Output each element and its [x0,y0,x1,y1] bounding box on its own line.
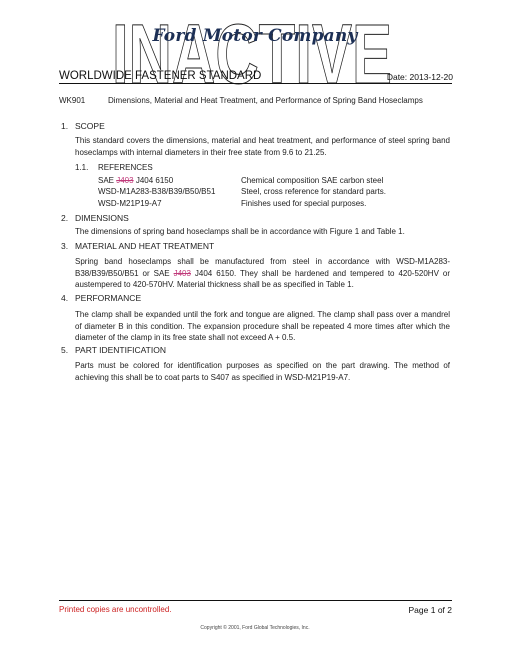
scope-paragraph: This standard covers the dimensions, material and heat treatment, and performance of steel spring band hoseclamps with internal diameters in their free state from 9.6 to 21.25. [75,136,450,157]
material-paragraph [75,256,450,291]
material-text-part: J404 6150. They shall be hardened and tempered to 420-520HV or austempered to 420-570HV. Material thickness shall be as specified in Table 1. [75,268,450,290]
standard-date: Date: 2013-12-20 [386,72,453,82]
brand-logo: Ford Motor Company [152,26,358,46]
footer-divider [59,600,452,601]
header-divider [59,83,452,84]
section-number-material: 3. [61,241,69,251]
material-text-part: Spring band hoseclamps shall be manufactured from steel in accordance with WSD-M1A283-B38/B39/B50/B51 or SAE [75,257,450,278]
section-heading-identification: PART IDENTIFICATION [75,345,166,355]
section-number-scope: 1. [61,121,69,131]
dimensions-paragraph: The dimensions of spring band hoseclamps shall be in accordance with Figure 1 and Table 1. [75,227,405,236]
inactive-stamp-text: INACTIVE [112,16,392,88]
copyright-notice: Copyright © 2001, Ford Global Technologies, Inc. [200,625,310,631]
section-heading-dimensions: DIMENSIONS [75,213,129,223]
subsection-number-references: 1.1. [75,163,89,172]
struck-reference: J403 [173,268,191,278]
section-heading-material: MATERIAL AND HEAT TREATMENT [75,241,215,251]
reference-description: Steel, cross reference for standard parts. [241,187,386,196]
reference-code-suffix: J404 6150 [133,176,174,185]
section-number-dimensions: 2. [61,213,69,223]
reference-code [98,176,173,185]
document-title: Dimensions, Material and Heat Treatment, and Performance of Spring Band Hoseclamps [108,96,423,105]
reference-description: Finishes used for special purposes. [241,199,367,208]
section-heading-scope: SCOPE [75,121,105,131]
reference-description: Chemical composition SAE carbon steel [241,176,384,185]
reference-code: WSD-M21P19-A7 [98,199,162,208]
struck-reference: J403 [116,176,134,185]
uncontrolled-copy-note: Printed copies are uncontrolled. [59,605,172,614]
section-number-performance: 4. [61,293,69,303]
section-heading-performance: PERFORMANCE [75,293,142,303]
document-id: WK901 [59,96,86,105]
subsection-heading-references: REFERENCES [98,163,153,172]
identification-paragraph: Parts must be colored for identification purposes as specified on the part drawing. The method of achieving this shall be to coat parts to S407 as specified in WSD-M21P19-A7. [75,361,450,382]
section-number-identification: 5. [61,345,69,355]
standard-title: WORLDWIDE FASTENER STANDARD [59,70,262,82]
page-number: Page 1 of 2 [408,605,452,615]
performance-paragraph: The clamp shall be expanded until the fork and tongue are aligned. The clamp shall pass over a mandrel of diameter B in this condition. The expansion procedure shall be repeated 4 more times after which the diameter of the clamp in its free state shall not exceed A + 0.5. [75,310,450,343]
reference-prefix: SAE [98,176,117,185]
reference-code: WSD-M1A283-B38/B39/B50/B51 [98,187,216,196]
